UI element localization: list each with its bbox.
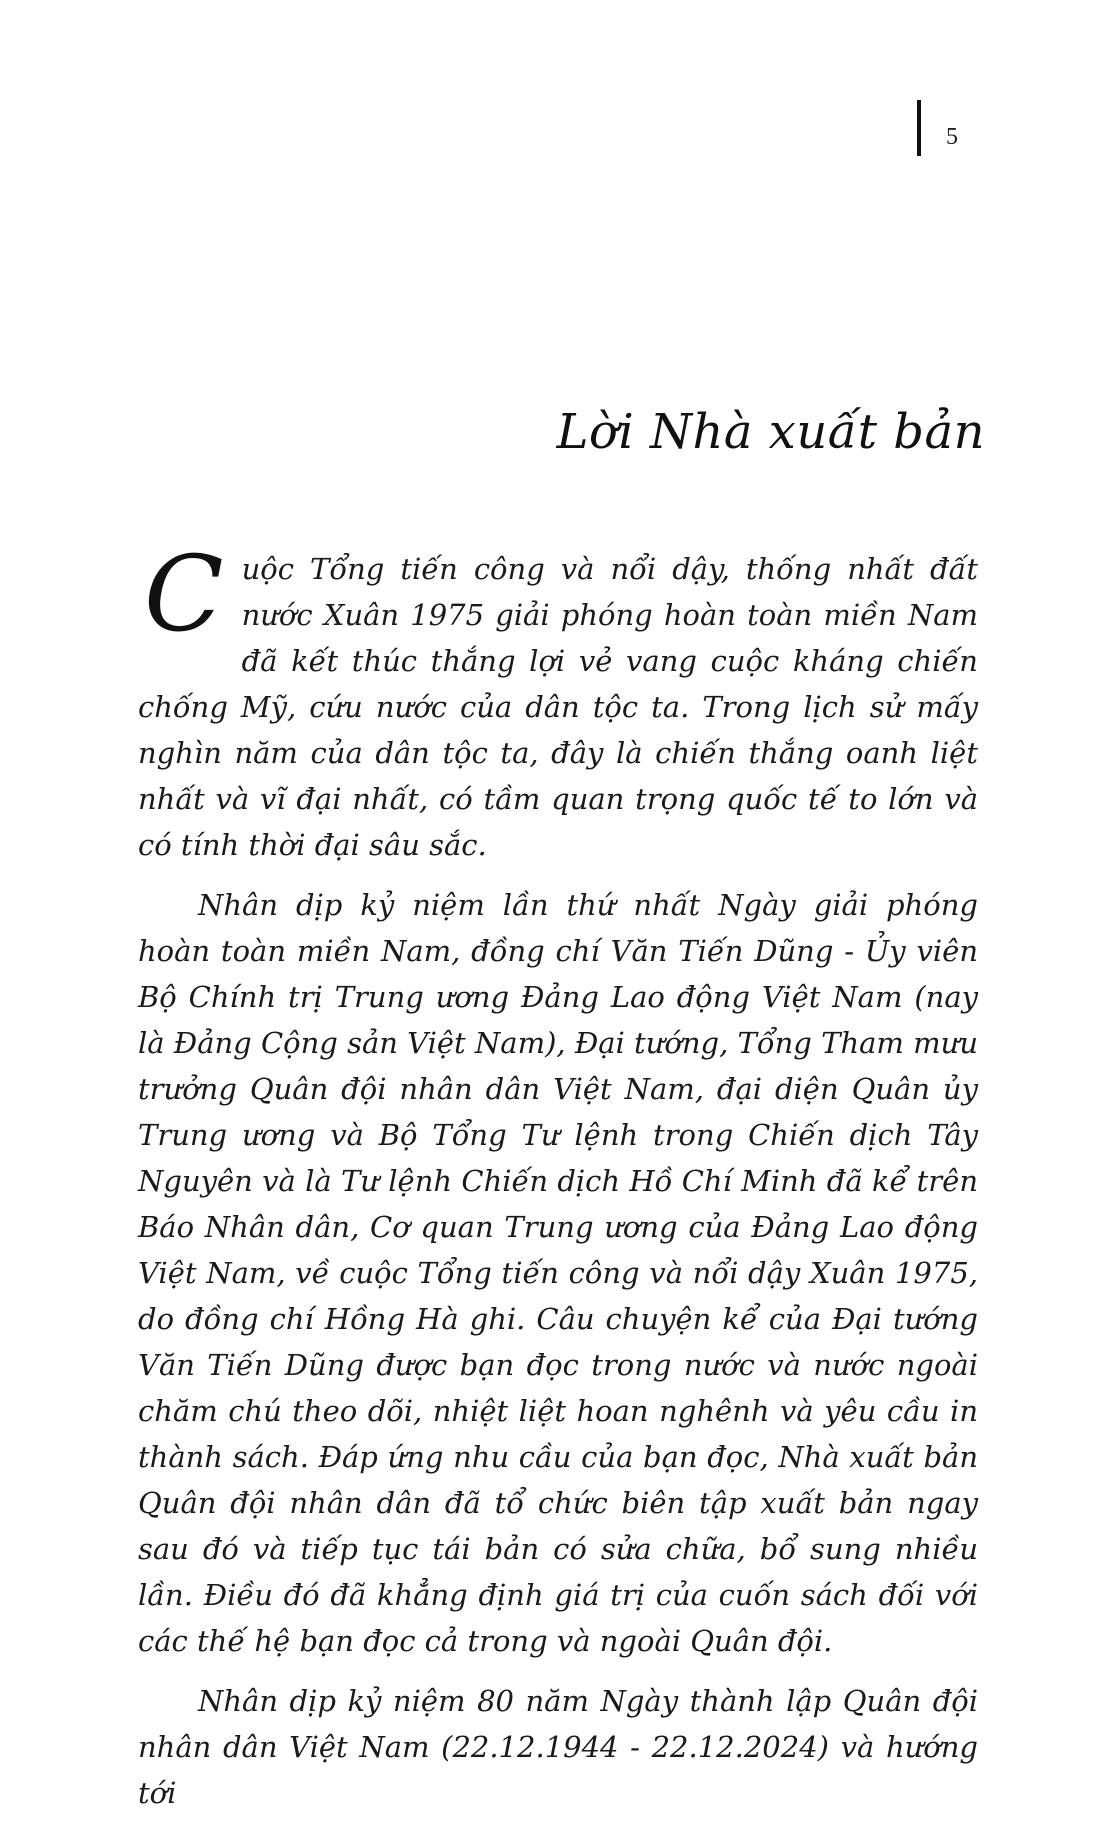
page-number: 5 <box>946 124 958 150</box>
chapter-title: Lời Nhà xuất bản <box>556 404 985 460</box>
paragraph-1-text: uộc Tổng tiến công và nổi dậy, thống nhất đất nước Xuân 1975 giải phóng hoàn toàn miền Nam đã kết thúc thắng lợi vẻ vang cuộc kháng chiến chống Mỹ, cứu nước của dân tộc ta. Trong lịch sử mấy nghìn năm của dân tộc ta, đây là chiến thắng oanh liệt nhất và vĩ đại nhất, có tầm quan trọng quốc tế to lớn và có tính thời đại sâu sắc. <box>138 552 978 862</box>
page-marker-bar <box>917 100 921 156</box>
drop-cap: C <box>144 533 224 655</box>
paragraph-1 <box>138 533 978 868</box>
paragraph-2: Nhân dịp kỷ niệm lần thứ nhất Ngày giải phóng hoàn toàn miền Nam, đồng chí Văn Tiến Dũng - Ủy viên Bộ Chính trị Trung ương Đảng Lao động Việt Nam (nay là Đảng Cộng sản Việt Nam), Đại tướng, Tổng Tham mưu trưởng Quân đội nhân dân Việt Nam, đại diện Quân ủy Trung ương và Bộ Tổng Tư lệnh trong Chiến dịch Tây Nguyên và là Tư lệnh Chiến dịch Hồ Chí Minh đã kể trên Báo Nhân dân, Cơ quan Trung ương của Đảng Lao động Việt Nam, về cuộc Tổng tiến công và nổi dậy Xuân 1975, do đồng chí Hồng Hà ghi. Câu chuyện kể của Đại tướng Văn Tiến Dũng được bạn đọc trong nước và nước ngoài chăm chú theo dõi, nhiệt liệt hoan nghênh và yêu cầu in thành sách. Đáp ứng nhu cầu của bạn đọc, Nhà xuất bản Quân đội nhân dân đã tổ chức biên tập xuất bản ngay sau đó và tiếp tục tái bản có sửa chữa, bổ sung nhiều lần. Điều đó đã khẳng định giá trị của cuốn sách đối với các thế hệ bạn đọc cả trong và ngoài Quân đội. <box>138 888 978 1658</box>
body-text <box>138 533 978 1830</box>
paragraph-3: Nhân dịp kỷ niệm 80 năm Ngày thành lập Quân đội nhân dân Việt Nam (22.12.1944 - 22.12.2024) và hướng tới <box>138 1684 978 1810</box>
